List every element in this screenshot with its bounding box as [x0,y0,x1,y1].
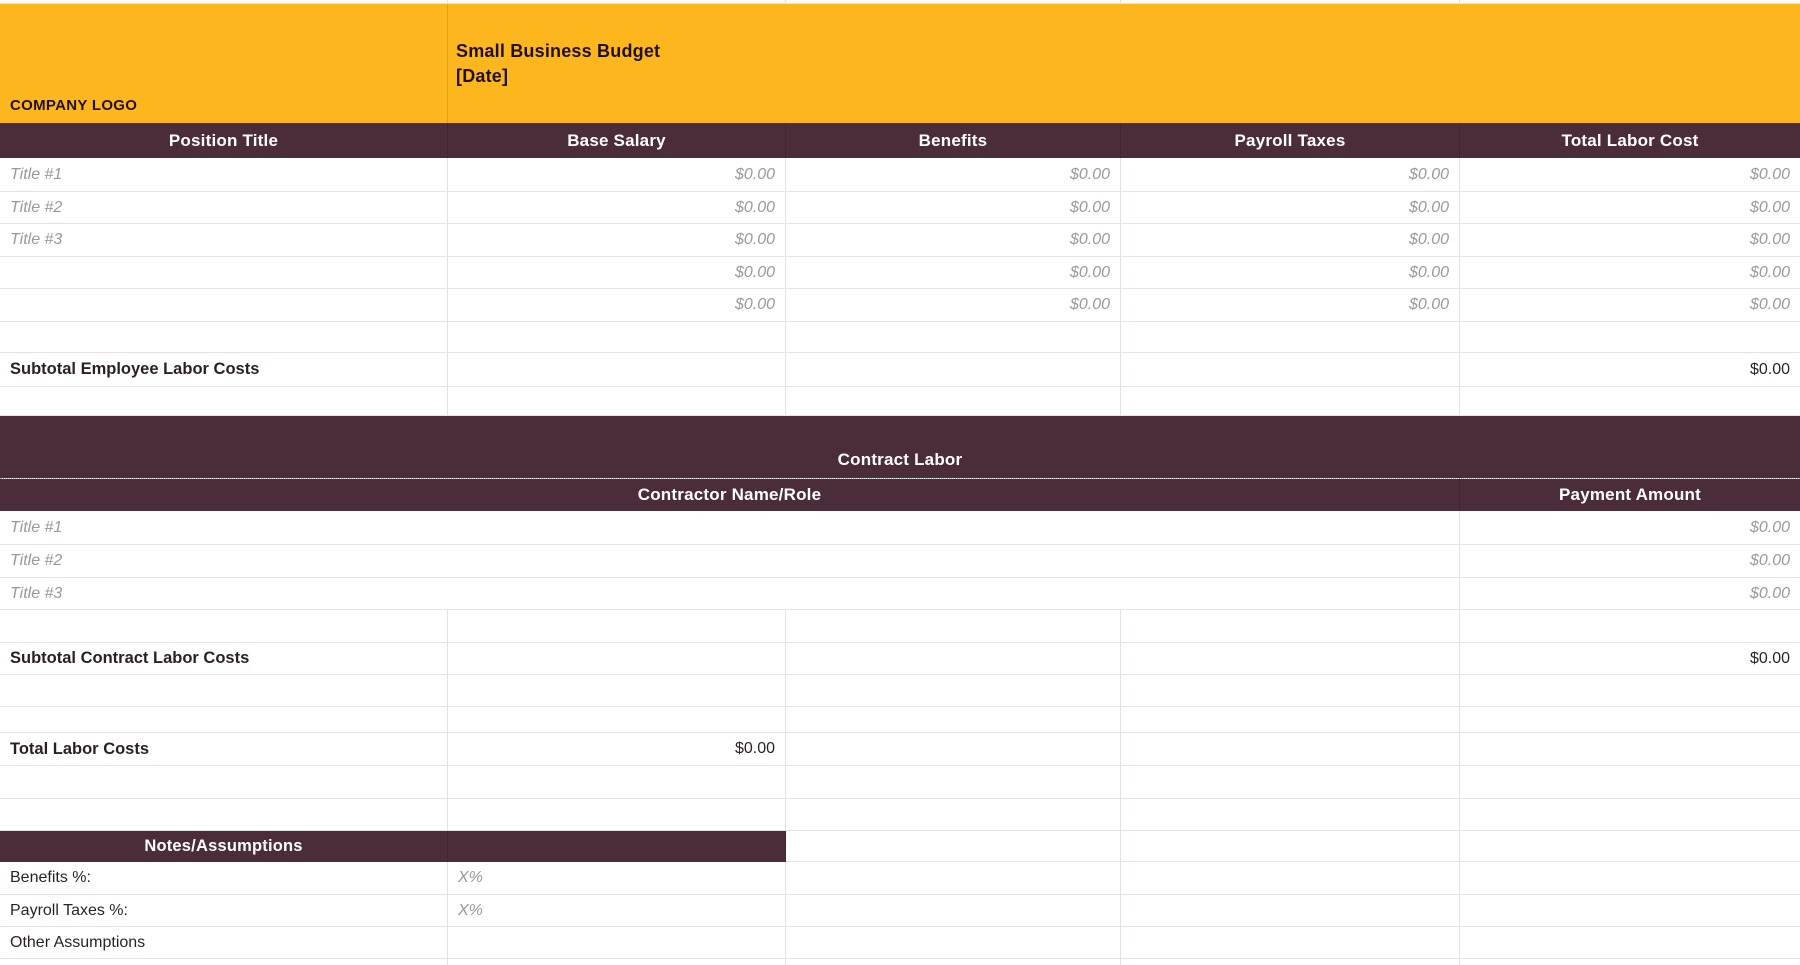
employee-title-cell[interactable]: Title #2 [0,192,448,224]
empty-cell[interactable] [786,862,1121,895]
empty-cell[interactable] [1460,862,1800,895]
total-labor-cost-cell[interactable]: $0.00 [1460,192,1800,224]
empty-cell[interactable] [448,959,786,965]
empty-cell[interactable] [0,959,448,965]
subtotal-employee-value-cell[interactable]: $0.00 [1460,353,1800,387]
empty-cell[interactable] [1121,707,1460,733]
empty-cell[interactable] [1121,895,1460,927]
notes-value-cell[interactable]: X% [448,862,786,895]
notes-assumptions-header[interactable]: Notes/Assumptions [0,831,448,862]
empty-cell[interactable] [786,643,1121,675]
empty-cell[interactable] [786,959,1121,965]
total-labor-cost-cell[interactable]: $0.00 [1460,224,1800,257]
empty-cell[interactable] [448,610,786,643]
empty-cell[interactable] [1460,831,1800,862]
empty-cell[interactable] [448,707,786,733]
total-labor-costs-value-cell[interactable]: $0.00 [448,733,786,766]
employee-header-row [0,123,1800,158]
position-title-header[interactable]: Position Title [0,123,448,158]
contract-banner-row [0,416,1800,478]
empty-cell[interactable] [0,707,448,733]
empty-cell[interactable] [448,353,786,387]
notes-row [0,895,1800,927]
empty-cell[interactable] [1121,322,1460,353]
notes-value-cell[interactable] [448,927,786,959]
employee-row [0,192,1800,224]
spacer-row [0,766,1800,799]
total-labor-row [0,733,1800,766]
contract-header-row [0,478,1800,511]
spacer-row [0,675,1800,707]
spacer-row [0,799,1800,831]
payroll-taxes-cell[interactable]: $0.00 [1121,192,1460,224]
empty-cell[interactable] [1121,766,1460,799]
empty-cell[interactable] [786,733,1121,766]
empty-cell[interactable] [786,927,1121,959]
notes-header-row [0,831,1800,862]
notes-assumptions-header-extension[interactable] [448,831,786,862]
empty-cell[interactable] [448,799,786,831]
doc-date: [Date] [456,65,509,86]
budget-title-cell[interactable] [448,4,1800,123]
empty-cell[interactable] [786,766,1121,799]
contract-row [0,545,1800,578]
total-labor-costs-label-cell[interactable]: Total Labor Costs [0,733,448,766]
subtotal-contract-label-cell[interactable]: Subtotal Contract Labor Costs [0,643,448,675]
contractor-name-cell[interactable]: Title #2 [0,545,1460,578]
total-labor-cost-cell[interactable]: $0.00 [1460,257,1800,289]
empty-cell[interactable] [0,322,448,353]
base-salary-header[interactable]: Base Salary [448,123,786,158]
empty-cell[interactable] [448,643,786,675]
empty-cell[interactable] [0,675,448,707]
empty-cell[interactable] [448,675,786,707]
payment-amount-header[interactable]: Payment Amount [1460,479,1800,511]
empty-cell[interactable] [1121,643,1460,675]
notes-value-cell[interactable]: X% [448,895,786,927]
notes-row [0,862,1800,895]
empty-cell[interactable] [1460,959,1800,965]
empty-cell[interactable] [786,831,1121,862]
empty-cell[interactable] [0,610,448,643]
empty-cell[interactable] [0,799,448,831]
benefits-header[interactable]: Benefits [786,123,1121,158]
payment-amount-cell[interactable]: $0.00 [1460,578,1800,610]
base-salary-cell[interactable]: $0.00 [448,158,786,192]
empty-cell[interactable] [786,707,1121,733]
spacer-row [0,322,1800,353]
contract-row [0,578,1800,610]
payroll-taxes-header[interactable]: Payroll Taxes [1121,123,1460,158]
employee-row [0,224,1800,257]
base-salary-cell[interactable]: $0.00 [448,224,786,257]
notes-label-cell[interactable]: Benefits %: [0,862,448,895]
empty-cell[interactable] [1121,610,1460,643]
empty-cell[interactable] [1121,862,1460,895]
subtotal-contract-row [0,643,1800,675]
employee-title-cell[interactable] [0,257,448,289]
base-salary-cell[interactable]: $0.00 [448,289,786,322]
empty-cell[interactable] [786,610,1121,643]
employee-row [0,289,1800,322]
empty-cell[interactable] [1460,675,1800,707]
empty-cell[interactable] [786,675,1121,707]
empty-cell[interactable] [0,766,448,799]
empty-cell[interactable] [1460,610,1800,643]
empty-cell[interactable] [1121,387,1460,416]
total-labor-cost-cell[interactable]: $0.00 [1460,158,1800,192]
empty-cell[interactable] [1460,733,1800,766]
base-salary-cell[interactable]: $0.00 [448,192,786,224]
benefits-cell[interactable]: $0.00 [786,192,1121,224]
empty-cell[interactable] [1121,353,1460,387]
empty-cell[interactable] [1121,831,1460,862]
notes-label-cell[interactable]: Other Assumptions [0,927,448,959]
contract-labor-banner[interactable]: Contract Labor [0,416,1800,478]
empty-cell[interactable] [1460,766,1800,799]
empty-cell[interactable] [1460,387,1800,416]
spacer-row [0,387,1800,416]
contractor-name-role-header[interactable]: Contractor Name/Role [0,479,1460,511]
employee-title-cell[interactable]: Title #3 [0,224,448,257]
payroll-taxes-cell[interactable]: $0.00 [1121,158,1460,192]
empty-cell[interactable] [1121,675,1460,707]
empty-cell[interactable] [1460,322,1800,353]
banner-row [0,4,1800,123]
contractor-name-cell[interactable]: Title #1 [0,511,1460,545]
contractor-name-cell[interactable]: Title #3 [0,578,1460,610]
doc-title: Small Business Budget [456,40,661,61]
subtotal-employee-row [0,353,1800,387]
empty-cell[interactable] [1121,799,1460,831]
empty-cell[interactable] [1121,959,1460,965]
subtotal-employee-label-cell[interactable]: Subtotal Employee Labor Costs [0,353,448,387]
company-logo-cell[interactable]: COMPANY LOGO [0,4,448,123]
spacer-row [0,959,1800,965]
subtotal-contract-value-cell[interactable]: $0.00 [1460,643,1800,675]
empty-cell[interactable] [786,322,1121,353]
empty-cell[interactable] [1460,799,1800,831]
benefits-cell[interactable]: $0.00 [786,257,1121,289]
employee-row [0,158,1800,192]
employee-title-cell[interactable]: Title #1 [0,158,448,192]
empty-cell[interactable] [786,353,1121,387]
employee-row [0,257,1800,289]
empty-cell[interactable] [786,799,1121,831]
payment-amount-cell[interactable]: $0.00 [1460,511,1800,545]
base-salary-cell[interactable]: $0.00 [448,257,786,289]
empty-cell[interactable] [1460,927,1800,959]
benefits-cell[interactable]: $0.00 [786,224,1121,257]
empty-cell[interactable] [786,895,1121,927]
payroll-taxes-cell[interactable]: $0.00 [1121,257,1460,289]
empty-cell[interactable] [1460,707,1800,733]
notes-label-cell[interactable]: Payroll Taxes %: [0,895,448,927]
employee-title-cell[interactable] [0,289,448,322]
empty-cell[interactable] [1121,733,1460,766]
empty-cell[interactable] [0,387,448,416]
spacer-row [0,707,1800,733]
payment-amount-cell[interactable]: $0.00 [1460,545,1800,578]
notes-row [0,927,1800,959]
empty-cell[interactable] [448,766,786,799]
benefits-cell[interactable]: $0.00 [786,158,1121,192]
empty-cell[interactable] [448,387,786,416]
contract-row [0,511,1800,545]
total-labor-cost-header[interactable]: Total Labor Cost [1460,123,1800,158]
empty-cell[interactable] [448,322,786,353]
empty-cell[interactable] [1460,895,1800,927]
payroll-taxes-cell[interactable]: $0.00 [1121,224,1460,257]
benefits-cell[interactable]: $0.00 [786,289,1121,322]
payroll-taxes-cell[interactable]: $0.00 [1121,289,1460,322]
empty-cell[interactable] [1121,927,1460,959]
empty-cell[interactable] [786,387,1121,416]
spacer-row [0,610,1800,643]
total-labor-cost-cell[interactable]: $0.00 [1460,289,1800,322]
